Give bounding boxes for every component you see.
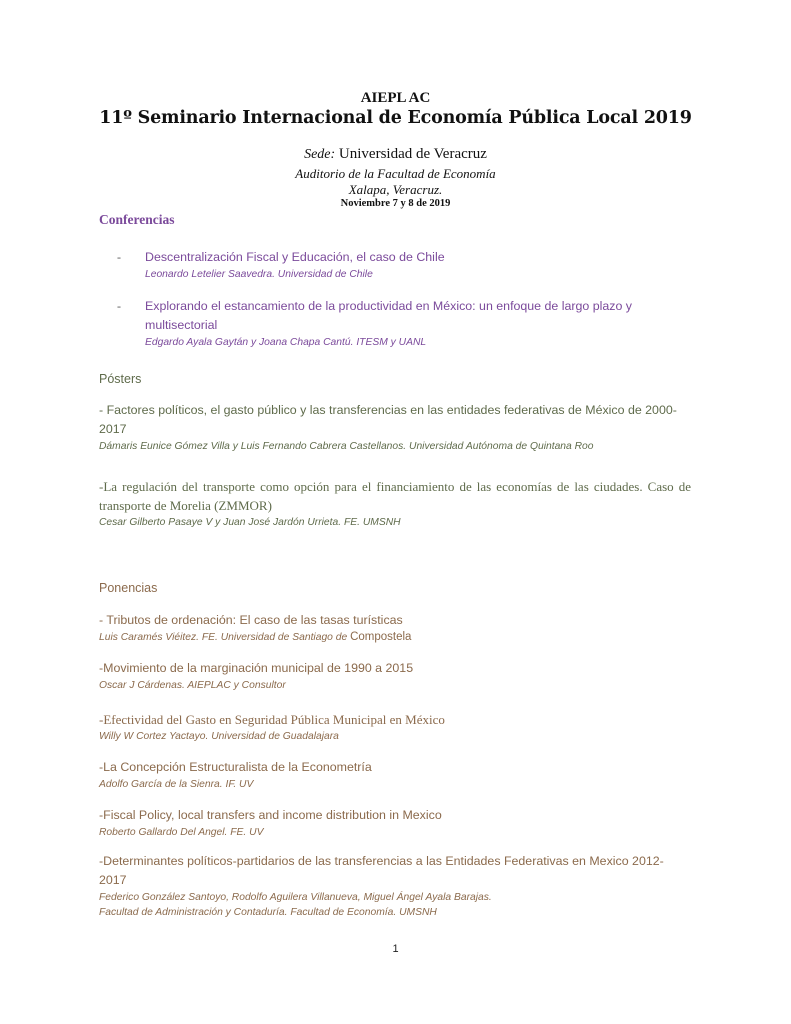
conference-title: Explorando el estancamiento de la productividad en México: un enfoque de largo plazo y multisectorial (145, 299, 632, 332)
poster-title: - Factores políticos, el gasto público y las transferencias en las entidades federativas de México de 2000-2017 (99, 403, 677, 436)
poster-title: -La regulación del transporte como opción para el financiamiento de las economías de las ciudades. Caso de transporte de Morelia (ZMMOR) (99, 479, 691, 513)
paper-title: -Fiscal Policy, local transfers and income distribution in Mexico (99, 808, 442, 822)
list-dash: - (117, 250, 121, 264)
paper-authors: Roberto Gallardo Del Angel. FE. UV (99, 827, 264, 838)
paper-title: -Efectividad del Gasto en Seguridad Pública Municipal en México (99, 712, 445, 727)
document-title: 11º Seminario Internacional de Economía Pública Local 2019 (99, 108, 692, 128)
paper-authors: Federico González Santoyo, Rodolfo Aguilera Villanueva, Miguel Ángel Ayala Barajas. (99, 892, 492, 903)
venue-auditorium: Auditorio de la Facultad de Economía (295, 166, 496, 181)
paper-title: -Movimiento de la marginación municipal de 1990 a 2015 (99, 661, 414, 675)
paper-authors-main: Luis Caramés Viéitez. FE. Universidad de Santiago de (99, 632, 348, 643)
paper-item (99, 852, 691, 920)
venue-city: Xalapa, Veracruz. (348, 182, 443, 197)
paper-item (99, 710, 691, 744)
event-dates: Noviembre 7 y 8 de 2019 (340, 198, 451, 209)
conference-item (117, 297, 697, 350)
paper-authors-tail: Compostela (350, 631, 412, 643)
paper-item (99, 659, 691, 693)
organization-name: AIEPL AC (360, 90, 431, 106)
conference-authors: Leonardo Letelier Saavedra. Universidad de Chile (145, 269, 373, 280)
paper-item (99, 806, 691, 840)
conference-authors: Edgardo Ayala Gaytán y Joana Chapa Cantú. ITESM y UANL (145, 337, 427, 348)
paper-item (99, 611, 691, 645)
paper-item (99, 758, 691, 792)
conference-title: Descentralización Fiscal y Educación, el caso de Chile (145, 250, 445, 264)
list-dash: - (117, 299, 121, 313)
poster-item (99, 401, 691, 454)
venue-university: Universidad de Veracruz (338, 146, 487, 162)
poster-authors: Cesar Gilberto Pasaye V y Juan José Jardón Urrieta. FE. UMSNH (99, 517, 401, 528)
paper-authors (99, 630, 691, 645)
section-heading-posters: Pósters (99, 372, 142, 386)
paper-affiliation: Facultad de Administración y Contaduría. Facultad de Economía. UMSNH (99, 907, 437, 918)
paper-title: -Determinantes políticos-partidarios de las transferencias a las Entidades Federativas en Mexico 2012-2017 (99, 854, 664, 887)
poster-item (99, 477, 691, 530)
paper-title: -La Concepción Estructuralista de la Econometría (99, 760, 372, 774)
conference-item (117, 248, 697, 282)
venue-label: Sede: (304, 147, 336, 162)
paper-authors: Willy W Cortez Yactayo. Universidad de Guadalajara (99, 731, 339, 742)
venue-line (0, 146, 791, 163)
poster-authors: Dámaris Eunice Gómez Villa y Luis Fernando Cabrera Castellanos. Universidad Autónoma de Quintana Roo (99, 441, 594, 452)
paper-title: - Tributos de ordenación: El caso de las tasas turísticas (99, 613, 403, 627)
section-heading-conferencias: Conferencias (99, 212, 175, 227)
section-heading-ponencias: Ponencias (99, 581, 158, 595)
paper-authors: Adolfo García de la Sienra. IF. UV (99, 779, 254, 790)
page-number: 1 (392, 943, 399, 955)
paper-authors: Oscar J Cárdenas. AIEPLAC y Consultor (99, 680, 286, 691)
